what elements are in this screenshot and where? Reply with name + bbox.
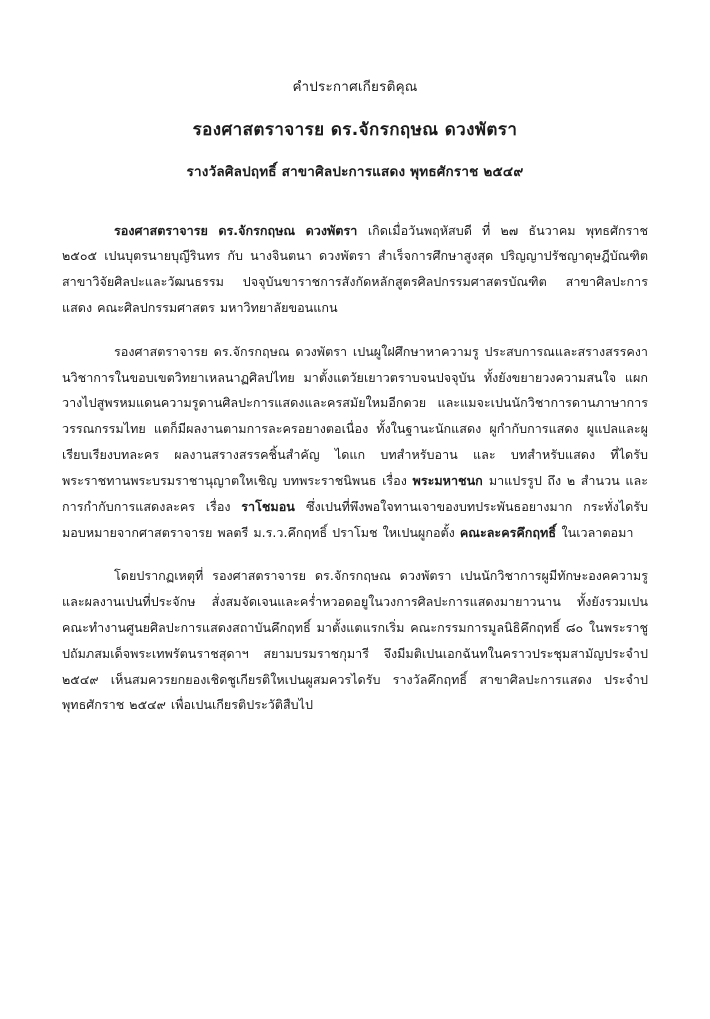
emphasis-text: พระมหาชนก (412, 472, 489, 488)
document-body (62, 78, 648, 718)
document-title: คำประกาศเกียรติคุณ (292, 79, 418, 95)
body-text: รองศาสตราจารย ดร.จักรกฤษณ ดวงพัตรา เปนผูใฝศึกษาหาความรู ประสบการณและสรางสรรคงานวิชาการในขอบเขตวิทยาเหลนาฏศิลปไทย มาตั้งแตวัยเยาวตราบจนปจจุบัน ทั้งยังขยายวงความสนใจ แผกวางไปสูพรหมแดนความรูดานศิลปะการแสดงและครสมัยใหมอีกดวย และแมจะเปนนักวิชาการดานภาษาการวรรณกรรมไทย แตก็มีผลงานตามการละครอยางตอเนื่อง ทั้งในฐานะนักแสดง ผูกำกับการแสดง ผูแปลและผูเรียบเรียงบทละคร ผลงานสรางสรรคชิ้นสำคัญ ไดแก บทสำหรับอาน และ บทสำหรับแสดง ที่ไดรับพระราชทานพระบรมราชานุญาตใหเชิญ บทพระราชนิพนธ เรื่อง (62, 343, 648, 488)
body-text: ซึ่งเปนที่พึงพอใจทานเจาของบทประพันธอยางมาก กระทั่งไดรับมอบหมายจากศาสตราจารย พลตรี ม.ร.ว.คึกฤทธิ์ ปราโมช ใหเปนผูกอตั้ง (62, 498, 649, 540)
para-3 (62, 563, 648, 718)
body-text: โดยปรากฏเหตุที่ รองศาสตราจารย ดร.จักรกฤษณ ดวงพัตรา เปนนักวิชาการผูมีทักษะองคความรู และผลงานเปนที่ประจักษ สั่งสมจัดเจนและคร่ำหวอดอยูในวงการศิลปะการแสดงมายาวนาน ทั้งยังรวมเปนคณะทำงานศูนยศิลปะการแสดงสถาบันคึกฤทธิ์ มาตั้งแตแรกเริ่ม คณะกรรมการมูลนิธิคึกฤทธิ์ ๘๐ ในพระราชูปถัมภสมเด็จพระเทพรัตนราชสุดาฯ สยามบรมราชกุมารี จึงมีมติเปนเอกฉันทในคราวประชุมสามัญประจำป ๒๕๔๙ เห็นสมควรยกยองเชิดชูเกียรติใหเปนผูสมควรไดรับ รางวัลคึกฤทธิ์ สาขาศิลปะการแสดง ประจำปพุทธศักราช ๒๕๔๙ เพื่อเปนเกียรติประวัติสืบไป (62, 568, 648, 713)
para-1 (62, 218, 648, 321)
emphasis-text: คณะละครคึกฤทธิ์ (459, 524, 562, 540)
body-text: เกิดเมื่อวันพฤหัสบดี ที่ ๒๗ ธันวาคม พุทธศักราช ๒๕๐๕ เปนบุตรนายบุญีรินทร กับ นางจินตนา ดวงพัตรา สำเร็จการศึกษาสูงสุด ปริญญาปรัชญาดุษฎีบัณฑิต สาขาวิจัยศิลปะและวัฒนธรรม ปจจุบันขาราชการสังกัดหลักสูตรศิลปกรรมศาสตรบัณฑิต สาขาศิลปะการแสดง คณะศิลปกรรมศาสตร มหาวิทยาลัยขอนแกน (62, 222, 648, 316)
emphasis-text: ราโชมอน (241, 498, 307, 514)
document-paragraphs (62, 218, 648, 719)
body-text: ในเวลาตอมา (561, 524, 634, 540)
emphasis-text: รองศาสตราจารย ดร.จักรกฤษณ ดวงพัตรา (114, 222, 368, 238)
para-2 (62, 339, 648, 546)
document-subheadline: รางวัลศิลปฤทธิ์ สาขาศิลปะการแสดง พุทธศักราช ๒๕๔๙ (186, 163, 524, 180)
body-text: มาแปรรูป ถึง ๒ สำนวน และการกำกับการแสดงละคร เรื่อง (62, 472, 649, 514)
document-headline: รองศาสตราจารย ดร.จักรกฤษณ ดวงพัตรา (192, 119, 518, 140)
